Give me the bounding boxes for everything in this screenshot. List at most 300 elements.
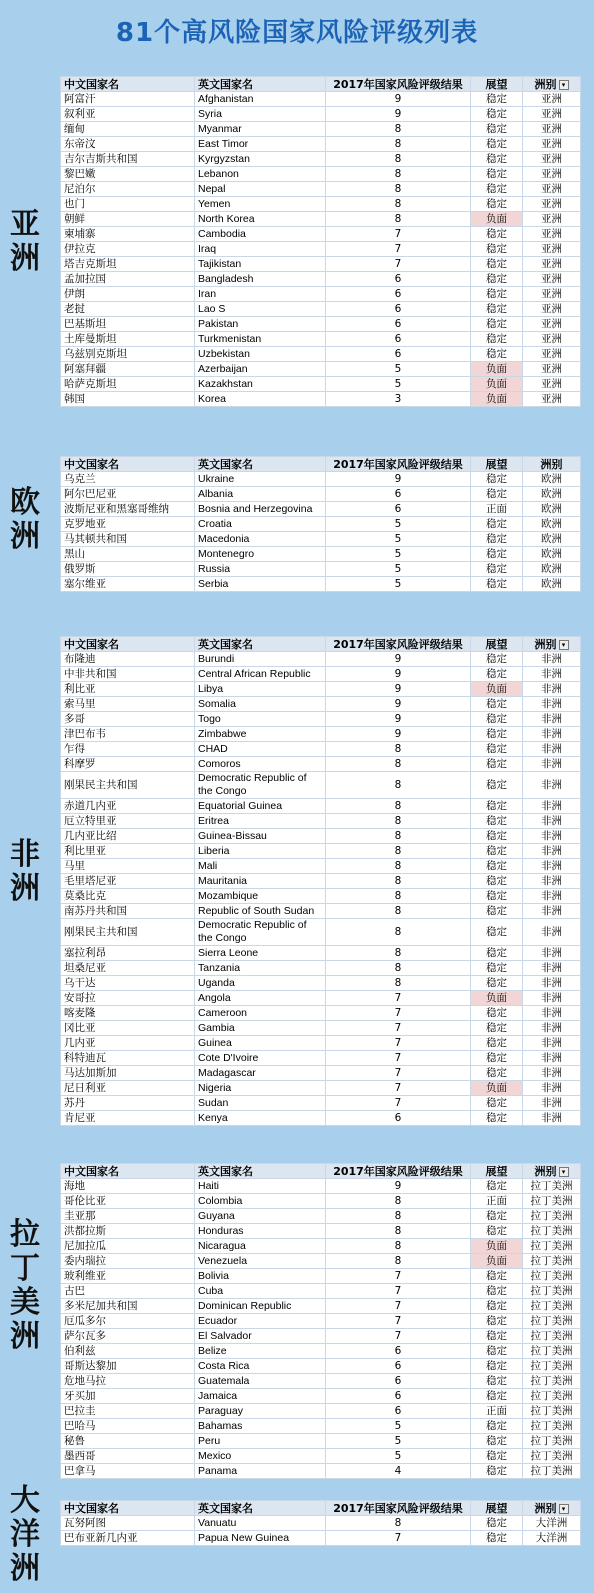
cell-risk-rating: 7	[326, 1284, 471, 1299]
table-row	[61, 107, 581, 122]
cell-outlook: 稳定	[471, 1329, 523, 1344]
table-row	[61, 1239, 581, 1254]
cell-continent: 非洲	[523, 1096, 581, 1111]
cell-risk-rating: 6	[326, 1111, 471, 1126]
table-row	[61, 976, 581, 991]
cell-cn-name: 土库曼斯坦	[61, 332, 195, 347]
table-row	[61, 1111, 581, 1126]
table-header-row	[61, 1164, 581, 1179]
cell-en-name: Serbia	[195, 577, 326, 592]
cell-continent: 拉丁美洲	[523, 1179, 581, 1194]
cell-continent: 大洋洲	[523, 1516, 581, 1531]
cell-cn-name: 多米尼加共和国	[61, 1299, 195, 1314]
cell-outlook: 稳定	[471, 487, 523, 502]
cell-risk-rating: 8	[326, 946, 471, 961]
cell-risk-rating: 8	[326, 1224, 471, 1239]
cell-en-name: Syria	[195, 107, 326, 122]
cell-outlook: 稳定	[471, 814, 523, 829]
cell-cn-name: 科摩罗	[61, 757, 195, 772]
cell-en-name: Mozambique	[195, 889, 326, 904]
cell-en-name: East Timor	[195, 137, 326, 152]
cell-risk-rating: 4	[326, 1464, 471, 1479]
cell-outlook: 稳定	[471, 874, 523, 889]
region-label-latam: 拉丁美洲	[10, 1217, 40, 1354]
cell-cn-name: 刚果民主共和国	[61, 772, 195, 799]
cell-en-name: Haiti	[195, 1179, 326, 1194]
cell-risk-rating: 7	[326, 1314, 471, 1329]
cell-risk-rating: 8	[326, 829, 471, 844]
cell-en-name: Central African Republic	[195, 667, 326, 682]
table-row	[61, 712, 581, 727]
column-header-en-name: 英文国家名	[195, 637, 326, 652]
table-row	[61, 799, 581, 814]
cell-outlook: 稳定	[471, 92, 523, 107]
cell-risk-rating: 6	[326, 1359, 471, 1374]
cell-cn-name: 冈比亚	[61, 1021, 195, 1036]
table-asia	[60, 76, 581, 407]
cell-risk-rating: 8	[326, 152, 471, 167]
cell-outlook: 稳定	[471, 577, 523, 592]
cell-continent: 非洲	[523, 1111, 581, 1126]
table-row	[61, 742, 581, 757]
cell-outlook: 稳定	[471, 517, 523, 532]
cell-cn-name: 也门	[61, 197, 195, 212]
cell-risk-rating: 6	[326, 502, 471, 517]
cell-outlook: 稳定	[471, 1051, 523, 1066]
cell-cn-name: 南苏丹共和国	[61, 904, 195, 919]
cell-continent: 亚洲	[523, 377, 581, 392]
cell-outlook: 负面	[471, 991, 523, 1006]
column-header-risk-rating: 2017年国家风险评级结果	[326, 77, 471, 92]
cell-cn-name: 朝鲜	[61, 212, 195, 227]
cell-cn-name: 波斯尼亚和黑塞哥维纳	[61, 502, 195, 517]
cell-risk-rating: 8	[326, 1209, 471, 1224]
cell-continent: 拉丁美洲	[523, 1329, 581, 1344]
cell-outlook: 正面	[471, 1194, 523, 1209]
cell-en-name: Republic of South Sudan	[195, 904, 326, 919]
cell-outlook: 稳定	[471, 167, 523, 182]
cell-risk-rating: 6	[326, 1374, 471, 1389]
cell-cn-name: 安哥拉	[61, 991, 195, 1006]
cell-cn-name: 肯尼亚	[61, 1111, 195, 1126]
table-latam	[60, 1163, 581, 1479]
cell-risk-rating: 8	[326, 859, 471, 874]
table-row	[61, 272, 581, 287]
cell-en-name: Democratic Republic of the Congo	[195, 772, 326, 799]
cell-en-name: Albania	[195, 487, 326, 502]
cell-cn-name: 玻利维亚	[61, 1269, 195, 1284]
cell-en-name: Democratic Republic of the Congo	[195, 919, 326, 946]
cell-en-name: Tanzania	[195, 961, 326, 976]
cell-en-name: Bosnia and Herzegovina	[195, 502, 326, 517]
cell-risk-rating: 7	[326, 1051, 471, 1066]
cell-risk-rating: 6	[326, 1344, 471, 1359]
cell-continent: 非洲	[523, 742, 581, 757]
table-row	[61, 772, 581, 799]
cell-outlook: 稳定	[471, 182, 523, 197]
cell-cn-name: 瓦努阿图	[61, 1516, 195, 1531]
cell-outlook: 稳定	[471, 712, 523, 727]
table-row	[61, 1224, 581, 1239]
cell-risk-rating: 8	[326, 889, 471, 904]
table-row	[61, 227, 581, 242]
cell-outlook: 稳定	[471, 287, 523, 302]
column-header-cn-name: 中文国家名	[61, 637, 195, 652]
cell-continent: 欧洲	[523, 532, 581, 547]
table-row	[61, 682, 581, 697]
table-row	[61, 577, 581, 592]
cell-en-name: Nigeria	[195, 1081, 326, 1096]
cell-outlook: 负面	[471, 362, 523, 377]
cell-risk-rating: 8	[326, 1516, 471, 1531]
cell-en-name: Belize	[195, 1344, 326, 1359]
cell-risk-rating: 5	[326, 532, 471, 547]
cell-continent: 拉丁美洲	[523, 1209, 581, 1224]
cell-risk-rating: 7	[326, 257, 471, 272]
table-row	[61, 697, 581, 712]
cell-cn-name: 乌干达	[61, 976, 195, 991]
cell-en-name: Uzbekistan	[195, 347, 326, 362]
cell-en-name: Peru	[195, 1434, 326, 1449]
cell-cn-name: 塞拉利昂	[61, 946, 195, 961]
column-header-continent: 洲别 ▾	[523, 637, 581, 652]
cell-outlook: 负面	[471, 1239, 523, 1254]
cell-risk-rating: 7	[326, 1006, 471, 1021]
cell-cn-name: 刚果民主共和国	[61, 919, 195, 946]
column-header-continent: 洲别 ▾	[523, 1501, 581, 1516]
cell-cn-name: 东帝汶	[61, 137, 195, 152]
table-row	[61, 904, 581, 919]
cell-cn-name: 马其顿共和国	[61, 532, 195, 547]
cell-cn-name: 克罗地亚	[61, 517, 195, 532]
cell-cn-name: 乌克兰	[61, 472, 195, 487]
table-row	[61, 961, 581, 976]
cell-continent: 拉丁美洲	[523, 1449, 581, 1464]
cell-cn-name: 布隆迪	[61, 652, 195, 667]
cell-cn-name: 阿塞拜疆	[61, 362, 195, 377]
table-row	[61, 814, 581, 829]
column-header-risk-rating: 2017年国家风险评级结果	[326, 1164, 471, 1179]
cell-outlook: 稳定	[471, 197, 523, 212]
cell-continent: 非洲	[523, 1081, 581, 1096]
cell-risk-rating: 6	[326, 287, 471, 302]
table-row	[61, 1464, 581, 1479]
cell-en-name: Burundi	[195, 652, 326, 667]
table-row	[61, 197, 581, 212]
table-row	[61, 152, 581, 167]
cell-risk-rating: 5	[326, 562, 471, 577]
cell-continent: 非洲	[523, 1051, 581, 1066]
cell-en-name: Turkmenistan	[195, 332, 326, 347]
cell-outlook: 稳定	[471, 859, 523, 874]
cell-cn-name: 尼泊尔	[61, 182, 195, 197]
cell-outlook: 稳定	[471, 799, 523, 814]
cell-en-name: Bangladesh	[195, 272, 326, 287]
cell-risk-rating: 9	[326, 712, 471, 727]
table-row	[61, 1284, 581, 1299]
table-row	[61, 347, 581, 362]
cell-en-name: Iraq	[195, 242, 326, 257]
cell-en-name: Angola	[195, 991, 326, 1006]
cell-cn-name: 利比里亚	[61, 844, 195, 859]
column-header-continent: 洲别 ▾	[523, 1164, 581, 1179]
cell-risk-rating: 8	[326, 212, 471, 227]
cell-cn-name: 秘鲁	[61, 1434, 195, 1449]
cell-en-name: Mauritania	[195, 874, 326, 889]
filter-dropdown-icon[interactable]: ▾	[559, 1504, 569, 1514]
cell-cn-name: 喀麦隆	[61, 1006, 195, 1021]
cell-en-name: Kazakhstan	[195, 377, 326, 392]
table-row	[61, 122, 581, 137]
cell-continent: 欧洲	[523, 472, 581, 487]
cell-risk-rating: 5	[326, 362, 471, 377]
cell-continent: 欧洲	[523, 547, 581, 562]
cell-en-name: Uganda	[195, 976, 326, 991]
table-row	[61, 1194, 581, 1209]
cell-continent: 亚洲	[523, 302, 581, 317]
cell-cn-name: 阿富汗	[61, 92, 195, 107]
cell-continent: 非洲	[523, 946, 581, 961]
table-europe	[60, 456, 581, 592]
cell-cn-name: 多哥	[61, 712, 195, 727]
cell-en-name: Ukraine	[195, 472, 326, 487]
cell-risk-rating: 6	[326, 1389, 471, 1404]
cell-continent: 非洲	[523, 889, 581, 904]
cell-continent: 拉丁美洲	[523, 1314, 581, 1329]
cell-cn-name: 马达加斯加	[61, 1066, 195, 1081]
cell-continent: 拉丁美洲	[523, 1419, 581, 1434]
cell-risk-rating: 9	[326, 667, 471, 682]
column-header-outlook: 展望	[471, 637, 523, 652]
cell-continent: 亚洲	[523, 227, 581, 242]
cell-continent: 拉丁美洲	[523, 1284, 581, 1299]
cell-risk-rating: 8	[326, 844, 471, 859]
column-header-en-name: 英文国家名	[195, 457, 326, 472]
table-row	[61, 1066, 581, 1081]
table-row	[61, 1531, 581, 1546]
cell-en-name: Mali	[195, 859, 326, 874]
cell-outlook: 稳定	[471, 1531, 523, 1546]
cell-en-name: Cameroon	[195, 1006, 326, 1021]
table-row	[61, 392, 581, 407]
table-row	[61, 487, 581, 502]
cell-cn-name: 孟加拉国	[61, 272, 195, 287]
cell-risk-rating: 8	[326, 1254, 471, 1269]
cell-continent: 非洲	[523, 961, 581, 976]
cell-en-name: Azerbaijan	[195, 362, 326, 377]
cell-outlook: 稳定	[471, 844, 523, 859]
cell-outlook: 稳定	[471, 227, 523, 242]
cell-risk-rating: 8	[326, 1239, 471, 1254]
cell-outlook: 稳定	[471, 1516, 523, 1531]
cell-en-name: Liberia	[195, 844, 326, 859]
cell-risk-rating: 8	[326, 814, 471, 829]
region-label-africa: 非洲	[10, 837, 40, 906]
column-header-outlook: 展望	[471, 457, 523, 472]
table-row	[61, 1449, 581, 1464]
cell-cn-name: 厄瓜多尔	[61, 1314, 195, 1329]
cell-outlook: 稳定	[471, 137, 523, 152]
cell-en-name: Eritrea	[195, 814, 326, 829]
cell-outlook: 稳定	[471, 757, 523, 772]
cell-cn-name: 尼日利亚	[61, 1081, 195, 1096]
table-row	[61, 532, 581, 547]
cell-en-name: Somalia	[195, 697, 326, 712]
cell-continent: 非洲	[523, 874, 581, 889]
cell-cn-name: 委内瑞拉	[61, 1254, 195, 1269]
cell-en-name: Yemen	[195, 197, 326, 212]
cell-cn-name: 洪都拉斯	[61, 1224, 195, 1239]
cell-risk-rating: 7	[326, 1036, 471, 1051]
column-header-cn-name: 中文国家名	[61, 1501, 195, 1516]
table-row	[61, 287, 581, 302]
cell-risk-rating: 5	[326, 577, 471, 592]
cell-risk-rating: 8	[326, 137, 471, 152]
cell-cn-name: 危地马拉	[61, 1374, 195, 1389]
cell-continent: 欧洲	[523, 577, 581, 592]
cell-en-name: Honduras	[195, 1224, 326, 1239]
column-header-continent: 洲别 ▾	[523, 77, 581, 92]
cell-en-name: Montenegro	[195, 547, 326, 562]
cell-continent: 欧洲	[523, 487, 581, 502]
cell-outlook: 稳定	[471, 1419, 523, 1434]
table-row	[61, 257, 581, 272]
table-row	[61, 212, 581, 227]
cell-continent: 拉丁美洲	[523, 1299, 581, 1314]
cell-outlook: 稳定	[471, 976, 523, 991]
cell-en-name: Libya	[195, 682, 326, 697]
table-row	[61, 991, 581, 1006]
cell-outlook: 稳定	[471, 472, 523, 487]
cell-continent: 大洋洲	[523, 1531, 581, 1546]
cell-cn-name: 黑山	[61, 547, 195, 562]
cell-outlook: 稳定	[471, 1209, 523, 1224]
filter-dropdown-icon[interactable]: ▾	[559, 1167, 569, 1177]
cell-en-name: Sierra Leone	[195, 946, 326, 961]
table-row	[61, 919, 581, 946]
cell-cn-name: 巴拿马	[61, 1464, 195, 1479]
cell-cn-name: 萨尔瓦多	[61, 1329, 195, 1344]
table-row	[61, 302, 581, 317]
cell-en-name: CHAD	[195, 742, 326, 757]
cell-outlook: 稳定	[471, 946, 523, 961]
cell-risk-rating: 6	[326, 332, 471, 347]
cell-continent: 亚洲	[523, 347, 581, 362]
cell-outlook: 稳定	[471, 347, 523, 362]
filter-dropdown-icon[interactable]: ▾	[559, 640, 569, 650]
cell-risk-rating: 7	[326, 1531, 471, 1546]
cell-en-name: Colombia	[195, 1194, 326, 1209]
table-row	[61, 1419, 581, 1434]
table-row	[61, 946, 581, 961]
cell-en-name: Gambia	[195, 1021, 326, 1036]
cell-cn-name: 巴基斯坦	[61, 317, 195, 332]
cell-cn-name: 哈萨克斯坦	[61, 377, 195, 392]
cell-en-name: Zimbabwe	[195, 727, 326, 742]
cell-risk-rating: 6	[326, 347, 471, 362]
cell-cn-name: 塞尔维亚	[61, 577, 195, 592]
cell-risk-rating: 9	[326, 727, 471, 742]
cell-risk-rating: 9	[326, 472, 471, 487]
cell-continent: 亚洲	[523, 92, 581, 107]
cell-en-name: Guinea	[195, 1036, 326, 1051]
cell-cn-name: 哥斯达黎加	[61, 1359, 195, 1374]
table-row	[61, 1051, 581, 1066]
cell-continent: 非洲	[523, 1066, 581, 1081]
table-row	[61, 727, 581, 742]
cell-cn-name: 柬埔寨	[61, 227, 195, 242]
cell-cn-name: 巴拉圭	[61, 1404, 195, 1419]
cell-outlook: 稳定	[471, 667, 523, 682]
cell-en-name: Myanmar	[195, 122, 326, 137]
cell-risk-rating: 7	[326, 1329, 471, 1344]
cell-en-name: Equatorial Guinea	[195, 799, 326, 814]
table-row	[61, 332, 581, 347]
cell-continent: 拉丁美洲	[523, 1464, 581, 1479]
cell-risk-rating: 8	[326, 961, 471, 976]
table-row	[61, 362, 581, 377]
cell-risk-rating: 8	[326, 799, 471, 814]
cell-cn-name: 苏丹	[61, 1096, 195, 1111]
cell-en-name: Iran	[195, 287, 326, 302]
cell-continent: 亚洲	[523, 332, 581, 347]
cell-continent: 亚洲	[523, 107, 581, 122]
table-row	[61, 562, 581, 577]
cell-risk-rating: 8	[326, 772, 471, 799]
cell-cn-name: 老挝	[61, 302, 195, 317]
cell-outlook: 稳定	[471, 919, 523, 946]
cell-cn-name: 津巴布韦	[61, 727, 195, 742]
cell-outlook: 稳定	[471, 727, 523, 742]
cell-risk-rating: 8	[326, 757, 471, 772]
cell-continent: 欧洲	[523, 562, 581, 577]
table-row	[61, 667, 581, 682]
cell-en-name: Nepal	[195, 182, 326, 197]
cell-cn-name: 伯利兹	[61, 1344, 195, 1359]
cell-outlook: 稳定	[471, 1284, 523, 1299]
table-row	[61, 242, 581, 257]
cell-risk-rating: 5	[326, 1419, 471, 1434]
cell-risk-rating: 8	[326, 919, 471, 946]
cell-en-name: Ecuador	[195, 1314, 326, 1329]
cell-continent: 亚洲	[523, 272, 581, 287]
cell-risk-rating: 7	[326, 1081, 471, 1096]
cell-outlook: 稳定	[471, 889, 523, 904]
cell-en-name: Macedonia	[195, 532, 326, 547]
cell-cn-name: 墨西哥	[61, 1449, 195, 1464]
cell-continent: 拉丁美洲	[523, 1344, 581, 1359]
cell-outlook: 稳定	[471, 1021, 523, 1036]
cell-en-name: Paraguay	[195, 1404, 326, 1419]
cell-en-name: Nicaragua	[195, 1239, 326, 1254]
table-row	[61, 517, 581, 532]
cell-cn-name: 赤道几内亚	[61, 799, 195, 814]
cell-outlook: 稳定	[471, 1006, 523, 1021]
cell-continent: 非洲	[523, 1006, 581, 1021]
cell-en-name: Vanuatu	[195, 1516, 326, 1531]
table-row	[61, 1021, 581, 1036]
cell-en-name: Sudan	[195, 1096, 326, 1111]
cell-continent: 拉丁美洲	[523, 1404, 581, 1419]
cell-outlook: 稳定	[471, 242, 523, 257]
column-header-outlook: 展望	[471, 1164, 523, 1179]
cell-outlook: 正面	[471, 502, 523, 517]
cell-continent: 拉丁美洲	[523, 1389, 581, 1404]
cell-outlook: 稳定	[471, 1389, 523, 1404]
cell-continent: 欧洲	[523, 517, 581, 532]
filter-dropdown-icon[interactable]: ▾	[559, 80, 569, 90]
cell-risk-rating: 5	[326, 547, 471, 562]
